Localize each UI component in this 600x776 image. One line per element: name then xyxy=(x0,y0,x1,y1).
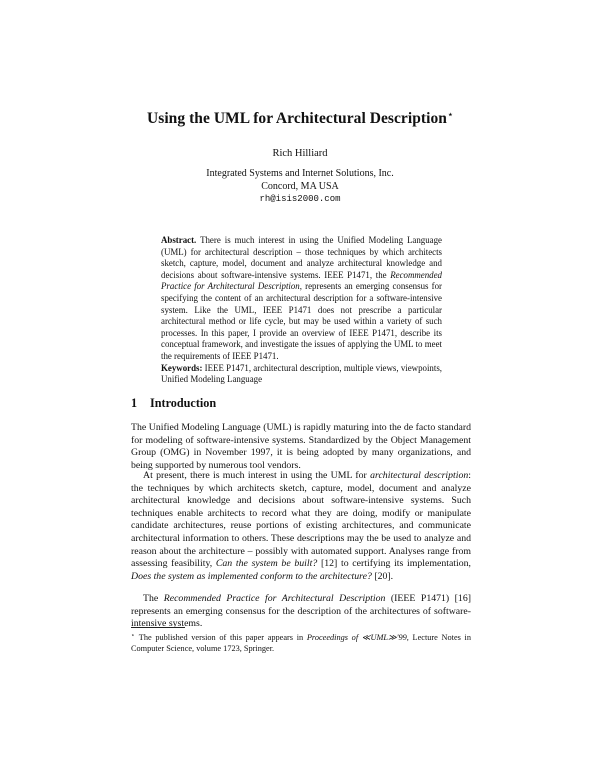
p3-italic: Recommended Practice for Architectural Description xyxy=(163,593,386,604)
p2-italic-1: architectural description xyxy=(370,470,469,481)
section-title: Introduction xyxy=(150,396,217,410)
footnote-rule xyxy=(131,627,185,628)
section-heading xyxy=(131,396,216,411)
p2-italic-2: Can the system be built? xyxy=(215,558,318,570)
p2-italic-3: Does the system as implemented conform to the architecture? xyxy=(131,570,372,582)
p2-text-a: At present, there is much interest in using the UML for xyxy=(143,470,371,481)
footnote-text-b: , Lecture Notes in Computer Science, volume 1723, Springer. xyxy=(131,633,471,653)
abstract-label: Abstract. xyxy=(161,235,197,245)
paragraph-2 xyxy=(131,470,471,583)
p3-text-a: The xyxy=(143,593,164,604)
footnote-text-a: The published version of this paper appears in xyxy=(138,633,307,642)
paragraph-1 xyxy=(131,422,471,472)
paragraph-3-text xyxy=(131,593,471,631)
paragraph-2-text xyxy=(131,470,471,583)
keywords xyxy=(161,363,442,386)
keywords-text: IEEE P1471, architectural description, multiple views, viewpoints, Unified Modeling Language xyxy=(161,362,442,385)
paragraph-1-text: The Unified Modeling Language (UML) is rapidly maturing into the de facto standard for modeling of software-intensive systems. Standardized by the Object Management Group (OMG) in November 1997, it is being adopted by many organizations, and being supported by numerous tool vendors. xyxy=(131,422,471,471)
abstract xyxy=(161,235,442,386)
abstract-text-b: , represents an emerging consensus for specifying the content of an architectural description for a software-intensive system. Like the UML, IEEE P1471 does not prescribe a particular architectural method or life cycle, but may be used within a variety of such processes. In this paper, I provide an overview of IEEE P1471, describe its conceptual framework, and investigate the issues of applying the UML to meet the requirements of IEEE P1471. xyxy=(161,281,443,361)
affiliation-city: Concord, MA USA xyxy=(261,180,339,192)
author-name: Rich Hilliard xyxy=(272,148,328,159)
footnote xyxy=(131,631,471,654)
abstract-body xyxy=(161,235,442,363)
abstract-text-italic: Recommended Practice for Architectural Description xyxy=(161,269,442,292)
p2-text-c: [12] to certifying its implementation, xyxy=(317,558,471,570)
title-footnote-mark: ⋆ xyxy=(447,110,453,119)
affiliation xyxy=(0,168,600,206)
section-number: 1 xyxy=(131,396,138,410)
title-text: Using the UML for Architectural Description xyxy=(147,110,447,127)
footnote-text-italic: Proceedings of ≪UML≫'99 xyxy=(306,633,407,642)
abstract-text-a: There is much interest in using the Unified Modeling Language (UML) for architectural description – those techniques by which architects sketch, capture, model, document and analyze architectural knowledge and decisions about software-intensive systems. IEEE P1471, the xyxy=(161,235,442,280)
paragraph-3 xyxy=(131,593,471,631)
author-email: rh@isis2000.com xyxy=(259,194,341,205)
affiliation-org: Integrated Systems and Internet Solutions, Inc. xyxy=(206,168,394,179)
p2-text-b: : the techniques by which architects sketch, capture, model, document and analyze architectural knowledge and decisions about software-intensive systems. Such techniques enable architects to record what they are doing, modify or manipulate candidate architectures, reuse portions of existing architectures, and communicate architectural information to others. These descriptions may the be used to analyze and reason about the architecture – possibly with automated support. Analyses range from assessing feasibility, xyxy=(131,470,472,570)
p3-text-b: (IEEE P1471) [16] represents an emerging consensus for the description of the architectures of software-intensive systems. xyxy=(131,593,471,630)
paper-title xyxy=(0,110,600,128)
p2-text-d: [20]. xyxy=(371,570,394,582)
keywords-label: Keywords: xyxy=(161,362,203,373)
footnote-mark: ⋆ xyxy=(131,633,135,639)
